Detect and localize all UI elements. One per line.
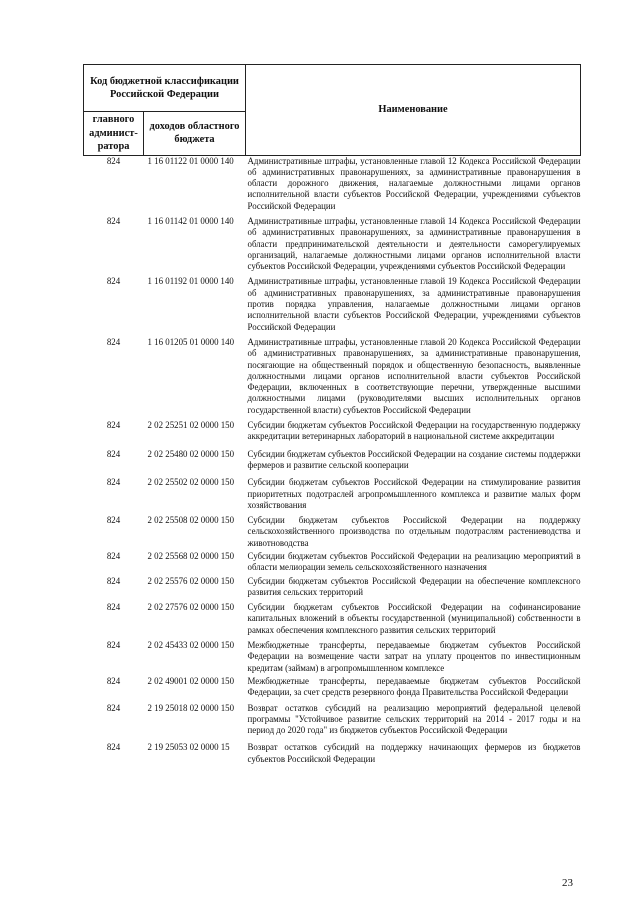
admin-code-cell: 824 [106,575,121,586]
description-cell: Субсидии бюджетам субъектов Российской Федерации на реализацию мероприятий в области мелиорации земель сельскохозяйственного назначения [247,551,581,573]
description-cell: Административные штрафы, установленные главой 19 Кодекса Российской Федерации об административных правонарушениях, за административные правонарушения против порядка управления, налагаемые должностными лицами органов исполнительной власти субъектов Российской Федерации, учреждениями субъектов Российской Федерации [247,276,581,332]
admin-code-cell: 824 [106,215,121,226]
table-row [84,337,581,416]
income-code-cell: 2 02 49001 02 0000 150 [147,675,235,686]
table-row [84,216,581,272]
income-code-cell: 2 02 25251 02 0000 150 [147,420,235,431]
table-row [84,477,581,511]
description-cell: Субсидии бюджетам субъектов Российской Федерации на поддержку сельскохозяйственного производства по отдельным подотраслям растениеводства и животноводства [247,515,581,548]
description-cell: Субсидии бюджетам субъектов Российской Федерации на обеспечение комплексного развития сельских территорий [247,575,581,597]
income-code-cell: 2 02 45433 02 0000 150 [147,640,235,651]
admin-code-cell: 824 [106,742,121,753]
admin-code-cell: 824 [106,336,121,347]
description-cell: Субсидии бюджетам субъектов Российской Федерации на стимулирование развития приоритетных подотраслей агропромышленного комплекса и развитие малых форм хозяйствования [247,477,581,510]
description-cell: Субсидии бюджетам субъектов Российской Федерации на создание системы поддержки фермеров и развитие сельской кооперации [247,448,581,470]
table-row [84,551,581,574]
name-column-header: Наименование [246,65,581,156]
description-cell: Административные штрафы, установленные главой 20 Кодекса Российской Федерации об административных правонарушениях, за административные правонарушения, посягающие на общественный порядок и общественную безопасность, выявленные должностными лицами органов исполнительной власти субъектов Российской Федерации, включенных в соответствующие перечни, утвержденные высшими должностными лицами (руководителями высших исполнительных органов государственной власти) субъектов Российской Федерации [247,336,581,415]
income-code-cell: 2 02 25568 02 0000 150 [147,551,235,561]
table-row [84,155,581,212]
code-column-header: доходов областного бюджета [144,112,246,156]
table-row [84,515,581,549]
admin-code-cell: 824 [106,155,121,166]
description-cell: Межбюджетные трансферты, передаваемые бюджетам субъектов Российской Федерации на возмещение части затрат на уплату процентов по инвестиционным кредитам (займам) в агропромышленном комплексе [247,640,581,673]
admin-code-cell: 824 [106,640,121,651]
table-row [84,576,581,599]
description-cell: Субсидии бюджетам субъектов Российской Федерации на софинансирование капитальных вложений в объекты государственной (муниципальной) собственности в рамках обеспечения комплексного развития сельских территорий [247,602,581,635]
admin-code-cell: 824 [106,477,121,488]
income-code-cell: 2 19 25018 02 0000 150 [147,702,235,713]
admin-code-cell: 824 [106,448,121,459]
table-row [84,676,581,699]
admin-code-cell: 824 [106,602,121,613]
description-cell: Возврат остатков субсидий на реализацию мероприятий федеральной целевой программы "Устойчивое развитие сельских территорий на 2014 - 2017 годы и на период до 2020 года" из бюджетов субъектов Российской Федерации [247,702,581,736]
admin-column-header: главного админист-ратора [84,112,144,156]
description-cell: Административные штрафы, установленные главой 14 Кодекса Российской Федерации об административных правонарушениях, за административные правонарушения в области предпринимательской деятельности и деятельности саморегулируемых организаций, налагаемые должностными лицами органов исполнительной власти субъектов Российской Федерации, учреждениями субъектов Российской Федерации [247,215,581,272]
table-body [84,155,581,765]
income-code-cell: 2 02 25480 02 0000 150 [147,448,235,459]
description-cell: Возврат остатков субсидий на поддержку начинающих фермеров из бюджетов субъектов Российской Федерации [247,742,581,764]
description-cell: Административные штрафы, установленные главой 12 Кодекса Российской Федерации об административных правонарушениях, за административные правонарушения в области дорожного движения, налагаемые должностными лицами органов исполнительной власти субъектов Российской Федерации, учреждениями субъектов Российской Федерации [247,155,581,211]
income-code-cell: 2 02 25502 02 0000 150 [147,477,235,488]
admin-code-cell: 824 [106,675,121,686]
income-code-cell: 2 19 25053 02 0000 15 [147,742,230,753]
income-code-cell: 2 02 27576 02 0000 150 [147,602,235,613]
table-row [84,420,581,443]
table-row [84,449,581,472]
description-cell: Межбюджетные трансферты, передаваемые бюджетам субъектов Российской Федерации, за счет средств резервного фонда Правительства Российской Федерации [247,675,581,698]
income-code-cell: 2 02 25576 02 0000 150 [147,575,235,586]
table-row [84,602,581,636]
income-code-cell: 2 02 25508 02 0000 150 [147,515,235,526]
budget-classification-table [83,64,581,765]
table-row [84,703,581,737]
admin-code-cell: 824 [106,702,121,713]
income-code-cell: 1 16 01142 01 0000 140 [147,215,234,226]
income-code-cell: 1 16 01122 01 0000 140 [147,155,234,166]
admin-code-cell: 824 [106,276,121,287]
table-row [84,640,581,674]
admin-code-cell: 824 [106,551,121,561]
income-code-cell: 1 16 01192 01 0000 140 [147,276,234,287]
table-row [84,742,581,765]
description-cell: Субсидии бюджетам субъектов Российской Федерации на государственную поддержку аккредитации ветеринарных лабораторий в национальной системе аккредитации [247,420,581,442]
admin-code-cell: 824 [106,420,121,431]
admin-code-cell: 824 [106,515,121,526]
page-number: 23 [562,877,573,889]
table-row [84,276,581,332]
income-code-cell: 1 16 01205 01 0000 140 [147,336,235,347]
code-group-header: Код бюджетной классификации Российской Федерации [84,65,246,112]
